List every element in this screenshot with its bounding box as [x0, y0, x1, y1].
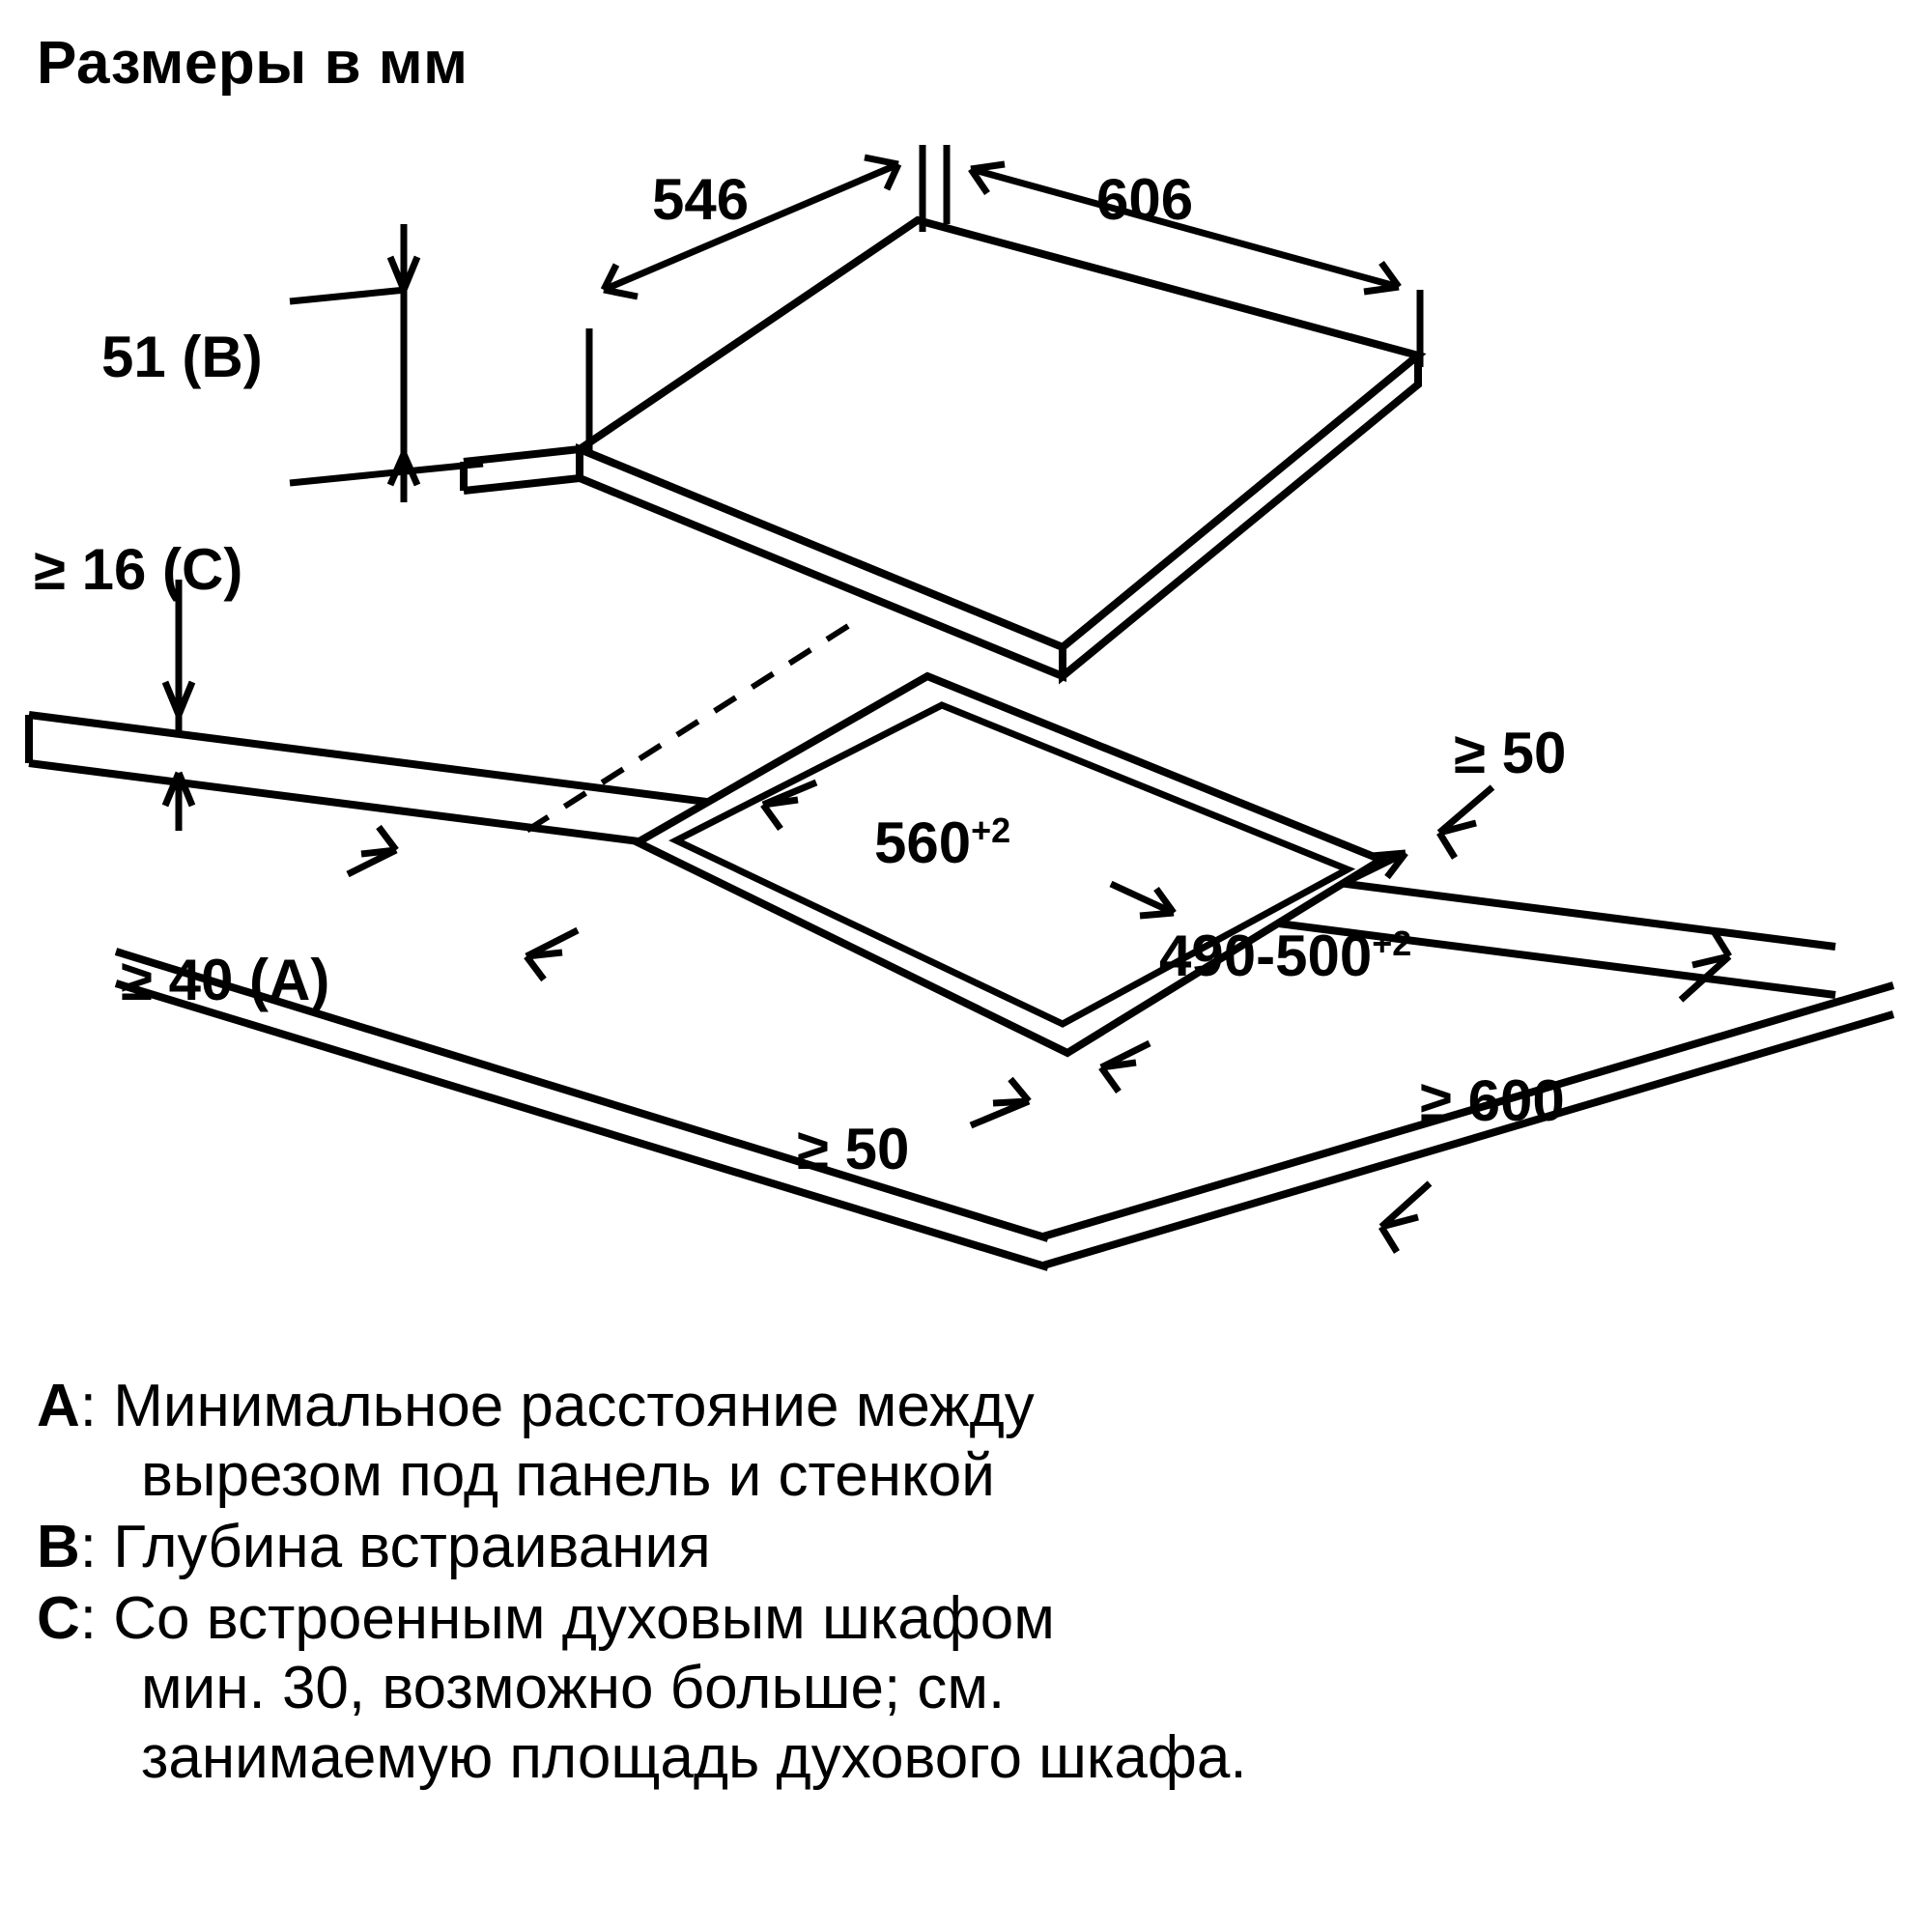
- legend: [37, 1372, 1901, 1794]
- dim-40-a: [348, 827, 578, 980]
- legend-key-c: C: [37, 1584, 80, 1652]
- legend-key-a: A: [37, 1373, 80, 1439]
- page-title: Размеры в мм: [37, 30, 469, 97]
- dim-label-490-500: [1159, 923, 1411, 989]
- dim-label-560: [874, 810, 1010, 876]
- dim-label-490-500-tolerance: +2: [1372, 923, 1412, 963]
- dim-50-right: [1439, 787, 1492, 858]
- legend-text-b-line1: : Глубина встраивания: [79, 1513, 711, 1580]
- dim-label-40-a: ≥ 40 (A): [121, 948, 330, 1012]
- legend-text-a-line2: вырезом под панель и стенкой: [141, 1441, 995, 1509]
- dim-16-c: [165, 580, 192, 831]
- legend-key-b: B: [37, 1513, 80, 1580]
- dim-label-560-tolerance: +2: [971, 810, 1011, 850]
- dim-label-600: ≥ 600: [1420, 1068, 1565, 1133]
- dim-label-16-c: ≥ 16 (C): [34, 537, 243, 602]
- legend-item-b: [37, 1513, 1901, 1582]
- legend-text-c-line3: занимаемую площадь духового шкафа.: [141, 1723, 1247, 1791]
- legend-text-c-line2: мин. 30, возможно больше; см.: [141, 1654, 1006, 1721]
- legend-item-c: [37, 1584, 1901, 1793]
- dim-51-b: [290, 224, 483, 502]
- dim-label-606: 606: [1096, 167, 1194, 232]
- legend-text-c-line1: : Со встроенным духовым шкафом: [79, 1584, 1055, 1652]
- legend-text-a-line1: : Минимальное расстояние между: [79, 1373, 1035, 1439]
- legend-item-a: [37, 1372, 1901, 1511]
- dim-label-560-value: 560: [874, 810, 972, 875]
- dim-label-546: 546: [652, 167, 750, 232]
- dim-label-490-500-value: 490-500: [1159, 923, 1373, 988]
- dim-label-50-rear: ≥ 50: [797, 1117, 910, 1181]
- dim-50-rear: [971, 1079, 1029, 1125]
- dim-label-50-right: ≥ 50: [1454, 721, 1567, 785]
- dim-label-51-b: 51 (B): [101, 325, 263, 389]
